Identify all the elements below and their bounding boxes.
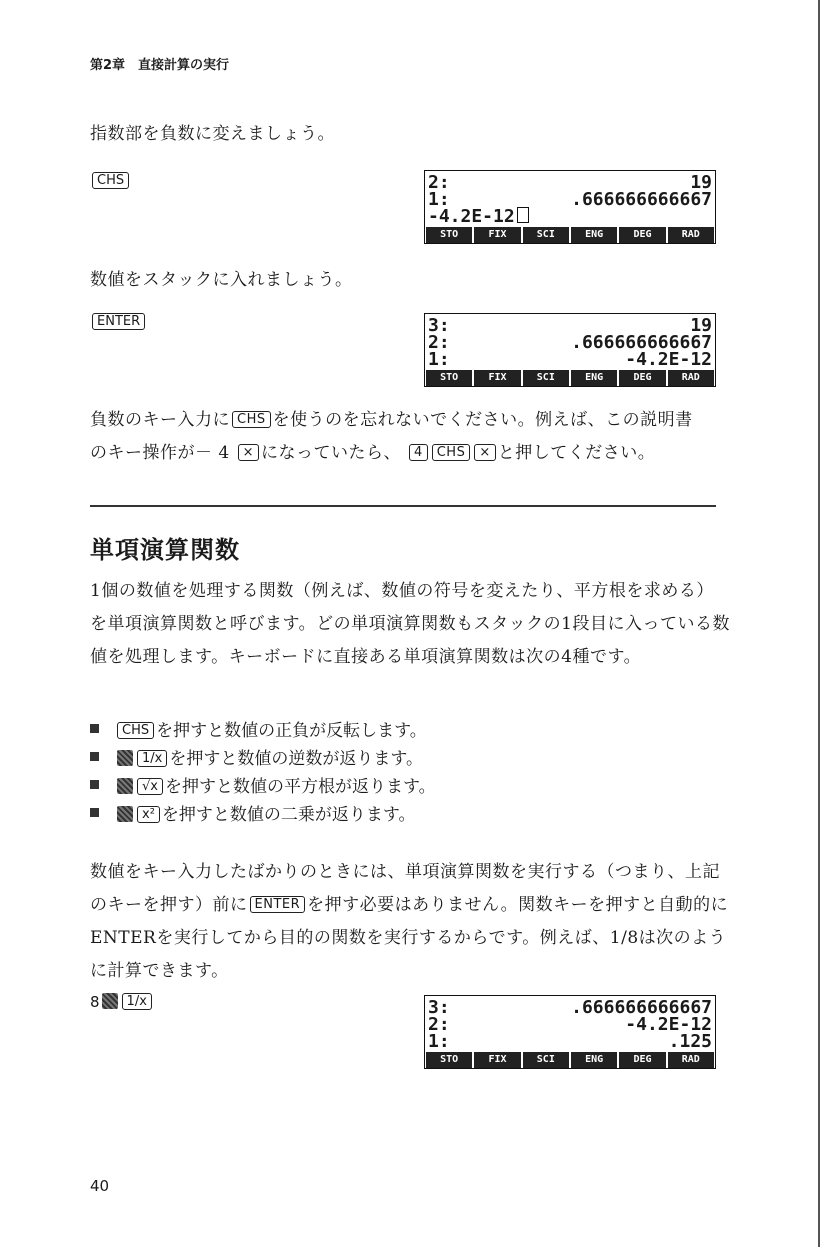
paragraph-auto-enter: 数値をキー入力したばかりのときには、単項演算関数を実行する（つまり、上記のキーを押す）前に ENTER を押す必要はありません。関数キーを押すと自動的にENTERを実行してから目的の関数を実行するからです。例えば、1/8は次のように計算できます。 <box>90 862 729 981</box>
list-item: CHS を押すと数値の正負が反転します。 <box>90 718 427 744</box>
four-key: 4 <box>409 444 428 461</box>
times-key: × <box>474 444 495 461</box>
sqrt-key: √x <box>137 778 163 795</box>
cursor-icon <box>517 207 529 223</box>
bullet-icon <box>90 752 99 761</box>
paragraph-unary-desc: 1個の数値を処理する関数（例えば、数値の符号を変えたり、平方根を求める）を単項演算関数と呼びます。どの単項演算関数もスタックの1段目に入っている数値を処理します。キーボードに直接ある単項演算関数は次の4種です。 <box>90 581 730 667</box>
menu-fix: FIX <box>474 1052 520 1068</box>
bullet-icon <box>90 724 99 733</box>
list-item: x² を押すと数値の二乗が返ります。 <box>90 802 416 828</box>
enter-key: ENTER <box>92 313 145 330</box>
menu-sto: STO <box>426 1052 472 1068</box>
lcd-display-3 <box>424 995 716 1069</box>
key-sequence-1 <box>90 172 131 190</box>
menu-rad: RAD <box>668 227 714 243</box>
shift-key-icon <box>117 750 133 766</box>
menu-fix: FIX <box>474 370 520 386</box>
lcd-display-2 <box>424 313 716 387</box>
lcd-line: 1: .666666666667 <box>428 189 712 210</box>
section-title: 単項演算関数 <box>90 536 240 564</box>
menu-rad: RAD <box>668 370 714 386</box>
square-key: x² <box>137 806 160 823</box>
eight-key: 8 <box>90 993 100 1011</box>
key-sequence-2 <box>90 313 147 331</box>
chs-key: CHS <box>232 411 271 428</box>
lcd-line: 1: -4.2E-12 <box>428 349 712 370</box>
menu-rad: RAD <box>668 1052 714 1068</box>
bullet-icon <box>90 808 99 817</box>
bullet-icon <box>90 780 99 789</box>
lcd-line: 3: .666666666667 <box>428 997 712 1018</box>
menu-eng: ENG <box>571 370 617 386</box>
lcd-line: 2: -4.2E-12 <box>428 1014 712 1035</box>
chapter-header: 第2章 直接計算の実行 <box>90 58 230 73</box>
lcd-line: 3: 19 <box>428 315 712 336</box>
paragraph-chs-intro: 指数部を負数に変えましょう。 <box>90 124 335 144</box>
inverse-key: 1/x <box>122 993 152 1010</box>
lcd-line: 2: 19 <box>428 172 712 193</box>
menu-deg: DEG <box>619 227 665 243</box>
lcd-line: -4.2E-12 <box>428 207 712 226</box>
menu-eng: ENG <box>571 227 617 243</box>
menu-sto: STO <box>426 370 472 386</box>
page-edge <box>818 0 820 1247</box>
enter-key: ENTER <box>250 896 306 913</box>
chs-key: CHS <box>117 722 154 739</box>
lcd-display-1 <box>424 170 716 244</box>
shift-key-icon <box>102 993 118 1009</box>
menu-sci: SCI <box>523 227 569 243</box>
chs-key: CHS <box>92 172 129 189</box>
paragraph-enter-intro: 数値をスタックに入れましょう。 <box>90 270 353 290</box>
menu-sto: STO <box>426 227 472 243</box>
lcd-line: 2: .666666666667 <box>428 332 712 353</box>
list-item: √x を押すと数値の平方根が返ります。 <box>90 774 436 800</box>
menu-sci: SCI <box>523 370 569 386</box>
section-divider <box>90 505 716 507</box>
lcd-line: 1: .125 <box>428 1031 712 1052</box>
menu-sci: SCI <box>523 1052 569 1068</box>
paragraph-chs-note: 負数のキー入力に CHS を使うのを忘れないでください。例えば、この説明書 のキー操作が－ 4 × になっていたら、 4 CHS × と押してください。 <box>90 410 693 463</box>
times-key: × <box>238 444 259 461</box>
menu-bar <box>425 227 715 243</box>
chs-key: CHS <box>432 444 471 461</box>
menu-bar <box>425 370 715 386</box>
shift-key-icon <box>117 778 133 794</box>
menu-bar <box>425 1052 715 1068</box>
menu-eng: ENG <box>571 1052 617 1068</box>
key-sequence-3 <box>90 993 154 1011</box>
menu-deg: DEG <box>619 370 665 386</box>
menu-deg: DEG <box>619 1052 665 1068</box>
inverse-key: 1/x <box>137 750 167 767</box>
shift-key-icon <box>117 806 133 822</box>
page-number: 40 <box>90 1177 110 1195</box>
list-item: 1/x を押すと数値の逆数が返ります。 <box>90 746 423 772</box>
menu-fix: FIX <box>474 227 520 243</box>
